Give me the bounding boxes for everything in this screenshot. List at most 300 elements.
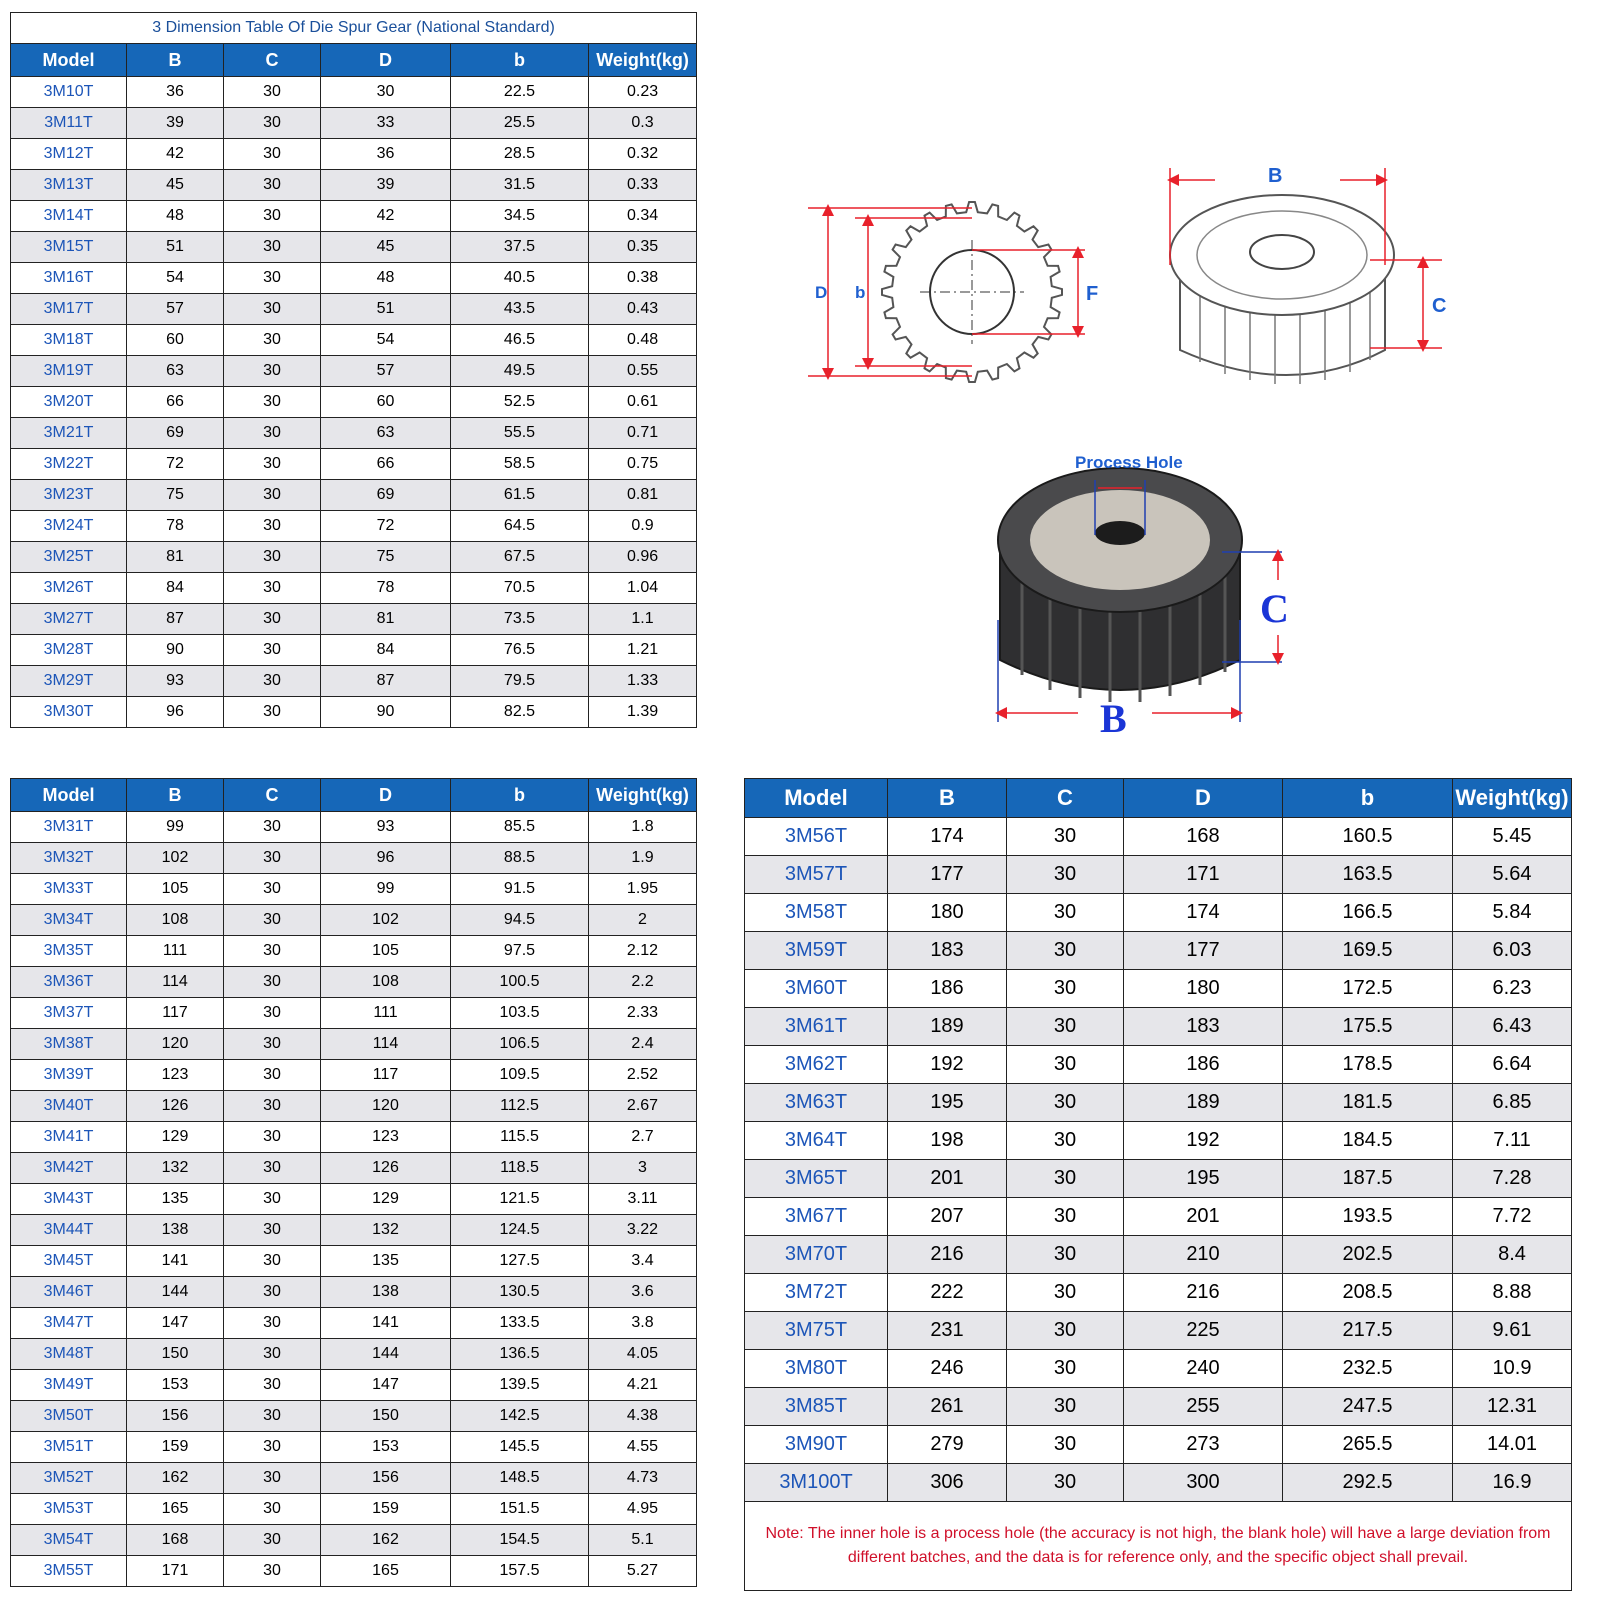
column-header-d: D <box>1124 779 1283 818</box>
value-cell: 30 <box>1007 1084 1124 1122</box>
table-row <box>11 201 697 232</box>
process-hole-opening <box>1095 521 1145 545</box>
value-cell: 148.5 <box>451 1463 589 1494</box>
value-cell: 186 <box>1124 1046 1283 1084</box>
value-cell: 207 <box>888 1198 1007 1236</box>
value-cell: 6.03 <box>1453 932 1572 970</box>
model-cell: 3M62T <box>745 1046 888 1084</box>
value-cell: 30 <box>224 1370 321 1401</box>
value-cell: 30 <box>1007 1198 1124 1236</box>
table-row <box>11 1339 697 1370</box>
note-row <box>745 1502 1572 1591</box>
table-row <box>11 449 697 480</box>
model-cell: 3M11T <box>11 108 127 139</box>
table-row <box>745 1122 1572 1160</box>
model-cell: 3M60T <box>745 970 888 1008</box>
value-cell: 3.6 <box>589 1277 697 1308</box>
value-cell: 88.5 <box>451 843 589 874</box>
value-cell: 111 <box>321 998 451 1029</box>
model-cell: 3M53T <box>11 1494 127 1525</box>
table-row <box>745 1350 1572 1388</box>
value-cell: 1.95 <box>589 874 697 905</box>
model-cell: 3M41T <box>11 1122 127 1153</box>
table-row <box>11 108 697 139</box>
value-cell: 186 <box>888 970 1007 1008</box>
value-cell: 4.38 <box>589 1401 697 1432</box>
value-cell: 180 <box>888 894 1007 932</box>
value-cell: 198 <box>888 1122 1007 1160</box>
value-cell: 76.5 <box>451 635 589 666</box>
value-cell: 30 <box>224 1277 321 1308</box>
model-cell: 3M65T <box>745 1160 888 1198</box>
table-row <box>11 170 697 201</box>
value-cell: 90 <box>321 697 451 728</box>
model-cell: 3M22T <box>11 449 127 480</box>
value-cell: 30 <box>224 998 321 1029</box>
value-cell: 117 <box>321 1060 451 1091</box>
value-cell: 160.5 <box>1283 818 1453 856</box>
value-cell: 175.5 <box>1283 1008 1453 1046</box>
table-row <box>11 874 697 905</box>
value-cell: 114 <box>127 967 224 998</box>
gear-isometric-view <box>1170 195 1394 384</box>
value-cell: 139.5 <box>451 1370 589 1401</box>
value-cell: 4.73 <box>589 1463 697 1494</box>
model-cell: 3M24T <box>11 511 127 542</box>
model-cell: 3M28T <box>11 635 127 666</box>
value-cell: 10.9 <box>1453 1350 1572 1388</box>
table-row <box>11 1308 697 1339</box>
value-cell: 129 <box>321 1184 451 1215</box>
table-3-body <box>745 779 1572 1591</box>
value-cell: 150 <box>321 1401 451 1432</box>
value-cell: 85.5 <box>451 812 589 843</box>
value-cell: 1.33 <box>589 666 697 697</box>
value-cell: 108 <box>127 905 224 936</box>
value-cell: 30 <box>224 874 321 905</box>
value-cell: 30 <box>224 1556 321 1587</box>
value-cell: 0.35 <box>589 232 697 263</box>
value-cell: 117 <box>127 998 224 1029</box>
value-cell: 150 <box>127 1339 224 1370</box>
value-cell: 36 <box>321 139 451 170</box>
model-cell: 3M12T <box>11 139 127 170</box>
value-cell: 66 <box>321 449 451 480</box>
table-row <box>745 818 1572 856</box>
value-cell: 30 <box>224 170 321 201</box>
value-cell: 106.5 <box>451 1029 589 1060</box>
value-cell: 123 <box>127 1060 224 1091</box>
table-row <box>11 542 697 573</box>
value-cell: 60 <box>321 387 451 418</box>
value-cell: 0.34 <box>589 201 697 232</box>
value-cell: 102 <box>127 843 224 874</box>
column-header-weightkg: Weight(kg) <box>589 44 697 77</box>
value-cell: 100.5 <box>451 967 589 998</box>
value-cell: 2.67 <box>589 1091 697 1122</box>
value-cell: 28.5 <box>451 139 589 170</box>
table-row <box>11 812 697 843</box>
model-cell: 3M29T <box>11 666 127 697</box>
value-cell: 54 <box>321 325 451 356</box>
value-cell: 1.39 <box>589 697 697 728</box>
model-cell: 3M64T <box>745 1122 888 1160</box>
value-cell: 30 <box>1007 1122 1124 1160</box>
table-row <box>11 1401 697 1432</box>
value-cell: 193.5 <box>1283 1198 1453 1236</box>
value-cell: 184.5 <box>1283 1122 1453 1160</box>
column-header-model: Model <box>11 779 127 812</box>
value-cell: 132 <box>321 1215 451 1246</box>
value-cell: 6.64 <box>1453 1046 1572 1084</box>
model-cell: 3M14T <box>11 201 127 232</box>
model-cell: 3M100T <box>745 1464 888 1502</box>
gear-front-view <box>882 202 1062 382</box>
table-row <box>745 1236 1572 1274</box>
model-cell: 3M67T <box>745 1198 888 1236</box>
value-cell: 120 <box>321 1091 451 1122</box>
value-cell: 130.5 <box>451 1277 589 1308</box>
value-cell: 78 <box>127 511 224 542</box>
column-header-d: D <box>321 44 451 77</box>
value-cell: 1.1 <box>589 604 697 635</box>
table-row <box>11 480 697 511</box>
value-cell: 4.95 <box>589 1494 697 1525</box>
value-cell: 159 <box>127 1432 224 1463</box>
value-cell: 66 <box>127 387 224 418</box>
value-cell: 6.43 <box>1453 1008 1572 1046</box>
model-cell: 3M80T <box>745 1350 888 1388</box>
value-cell: 30 <box>224 573 321 604</box>
model-cell: 3M56T <box>745 818 888 856</box>
value-cell: 1.9 <box>589 843 697 874</box>
value-cell: 105 <box>321 936 451 967</box>
value-cell: 37.5 <box>451 232 589 263</box>
value-cell: 0.38 <box>589 263 697 294</box>
model-cell: 3M51T <box>11 1432 127 1463</box>
value-cell: 30 <box>224 936 321 967</box>
gear-photo <box>998 468 1242 702</box>
table-row <box>745 1388 1572 1426</box>
value-cell: 63 <box>127 356 224 387</box>
value-cell: 126 <box>321 1153 451 1184</box>
value-cell: 72 <box>127 449 224 480</box>
table-row <box>11 1060 697 1091</box>
value-cell: 156 <box>321 1463 451 1494</box>
table-row <box>11 1184 697 1215</box>
value-cell: 195 <box>1124 1160 1283 1198</box>
model-cell: 3M63T <box>745 1084 888 1122</box>
value-cell: 118.5 <box>451 1153 589 1184</box>
value-cell: 94.5 <box>451 905 589 936</box>
value-cell: 75 <box>127 480 224 511</box>
value-cell: 78 <box>321 573 451 604</box>
value-cell: 8.88 <box>1453 1274 1572 1312</box>
value-cell: 217.5 <box>1283 1312 1453 1350</box>
value-cell: 30 <box>224 1215 321 1246</box>
value-cell: 183 <box>1124 1008 1283 1046</box>
value-cell: 1.04 <box>589 573 697 604</box>
table-row <box>745 1274 1572 1312</box>
value-cell: 87 <box>127 604 224 635</box>
value-cell: 84 <box>127 573 224 604</box>
table-1-body <box>11 13 697 728</box>
value-cell: 67.5 <box>451 542 589 573</box>
value-cell: 51 <box>127 232 224 263</box>
value-cell: 9.61 <box>1453 1312 1572 1350</box>
value-cell: 30 <box>224 1091 321 1122</box>
value-cell: 45 <box>321 232 451 263</box>
value-cell: 153 <box>127 1370 224 1401</box>
value-cell: 126 <box>127 1091 224 1122</box>
model-cell: 3M58T <box>745 894 888 932</box>
value-cell: 147 <box>321 1370 451 1401</box>
value-cell: 2.12 <box>589 936 697 967</box>
value-cell: 0.96 <box>589 542 697 573</box>
table-row <box>11 666 697 697</box>
value-cell: 69 <box>127 418 224 449</box>
value-cell: 93 <box>321 812 451 843</box>
value-cell: 247.5 <box>1283 1388 1453 1426</box>
table-row <box>11 843 697 874</box>
value-cell: 7.11 <box>1453 1122 1572 1160</box>
value-cell: 174 <box>888 818 1007 856</box>
value-cell: 166.5 <box>1283 894 1453 932</box>
dim-label-F: F <box>1086 283 1099 305</box>
table-row <box>11 1463 697 1494</box>
value-cell: 87 <box>321 666 451 697</box>
value-cell: 57 <box>321 356 451 387</box>
value-cell: 151.5 <box>451 1494 589 1525</box>
value-cell: 3 <box>589 1153 697 1184</box>
model-cell: 3M61T <box>745 1008 888 1046</box>
value-cell: 3.8 <box>589 1308 697 1339</box>
model-cell: 3M17T <box>11 294 127 325</box>
value-cell: 5.27 <box>589 1556 697 1587</box>
value-cell: 30 <box>224 967 321 998</box>
value-cell: 208.5 <box>1283 1274 1453 1312</box>
dim-label-C: C <box>1432 295 1447 317</box>
value-cell: 69 <box>321 480 451 511</box>
model-cell: 3M42T <box>11 1153 127 1184</box>
value-cell: 3.4 <box>589 1246 697 1277</box>
value-cell: 30 <box>1007 1312 1124 1350</box>
value-cell: 8.4 <box>1453 1236 1572 1274</box>
table-row <box>11 356 697 387</box>
value-cell: 168 <box>1124 818 1283 856</box>
model-cell: 3M49T <box>11 1370 127 1401</box>
value-cell: 165 <box>127 1494 224 1525</box>
model-cell: 3M72T <box>745 1274 888 1312</box>
dimension-table-2 <box>10 778 697 1587</box>
value-cell: 30 <box>224 1153 321 1184</box>
model-cell: 3M75T <box>745 1312 888 1350</box>
value-cell: 34.5 <box>451 201 589 232</box>
value-cell: 5.45 <box>1453 818 1572 856</box>
table-header-row <box>11 44 697 77</box>
value-cell: 132 <box>127 1153 224 1184</box>
value-cell: 30 <box>224 843 321 874</box>
value-cell: 22.5 <box>451 77 589 108</box>
value-cell: 51 <box>321 294 451 325</box>
model-cell: 3M48T <box>11 1339 127 1370</box>
value-cell: 7.28 <box>1453 1160 1572 1198</box>
value-cell: 135 <box>127 1184 224 1215</box>
value-cell: 45 <box>127 170 224 201</box>
model-cell: 3M36T <box>11 967 127 998</box>
value-cell: 183 <box>888 932 1007 970</box>
table-row <box>11 573 697 604</box>
dimension-table-1 <box>10 12 697 728</box>
value-cell: 63 <box>321 418 451 449</box>
value-cell: 222 <box>888 1274 1007 1312</box>
value-cell: 40.5 <box>451 263 589 294</box>
value-cell: 0.55 <box>589 356 697 387</box>
value-cell: 181.5 <box>1283 1084 1453 1122</box>
table-row <box>11 1246 697 1277</box>
value-cell: 84 <box>321 635 451 666</box>
model-cell: 3M19T <box>11 356 127 387</box>
model-cell: 3M57T <box>745 856 888 894</box>
value-cell: 57 <box>127 294 224 325</box>
table-row <box>11 697 697 728</box>
value-cell: 30 <box>224 325 321 356</box>
value-cell: 255 <box>1124 1388 1283 1426</box>
table-header-row <box>11 779 697 812</box>
value-cell: 5.1 <box>589 1525 697 1556</box>
value-cell: 30 <box>224 1060 321 1091</box>
value-cell: 145.5 <box>451 1432 589 1463</box>
table-row <box>745 932 1572 970</box>
value-cell: 0.9 <box>589 511 697 542</box>
table-row <box>11 1122 697 1153</box>
table-row <box>11 418 697 449</box>
model-cell: 3M21T <box>11 418 127 449</box>
model-cell: 3M40T <box>11 1091 127 1122</box>
value-cell: 31.5 <box>451 170 589 201</box>
value-cell: 64.5 <box>451 511 589 542</box>
value-cell: 114 <box>321 1029 451 1060</box>
value-cell: 123 <box>321 1122 451 1153</box>
model-cell: 3M39T <box>11 1060 127 1091</box>
value-cell: 30 <box>224 1184 321 1215</box>
column-header-b: b <box>451 779 589 812</box>
model-cell: 3M20T <box>11 387 127 418</box>
column-header-b: B <box>888 779 1007 818</box>
value-cell: 3.11 <box>589 1184 697 1215</box>
model-cell: 3M15T <box>11 232 127 263</box>
value-cell: 0.61 <box>589 387 697 418</box>
value-cell: 0.33 <box>589 170 697 201</box>
value-cell: 96 <box>127 697 224 728</box>
column-header-c: C <box>224 44 321 77</box>
value-cell: 39 <box>127 108 224 139</box>
value-cell: 46.5 <box>451 325 589 356</box>
table-row <box>745 1464 1572 1502</box>
table-row <box>11 1432 697 1463</box>
column-header-weightkg: Weight(kg) <box>1453 779 1572 818</box>
value-cell: 138 <box>127 1215 224 1246</box>
value-cell: 157.5 <box>451 1556 589 1587</box>
value-cell: 246 <box>888 1350 1007 1388</box>
value-cell: 25.5 <box>451 108 589 139</box>
value-cell: 0.43 <box>589 294 697 325</box>
value-cell: 30 <box>224 232 321 263</box>
value-cell: 202.5 <box>1283 1236 1453 1274</box>
table-row <box>11 232 697 263</box>
value-cell: 2 <box>589 905 697 936</box>
value-cell: 171 <box>127 1556 224 1587</box>
value-cell: 30 <box>224 1029 321 1060</box>
value-cell: 30 <box>224 1122 321 1153</box>
value-cell: 55.5 <box>451 418 589 449</box>
value-cell: 135 <box>321 1246 451 1277</box>
model-cell: 3M37T <box>11 998 127 1029</box>
value-cell: 43.5 <box>451 294 589 325</box>
value-cell: 162 <box>321 1525 451 1556</box>
note-text: Note: The inner hole is a process hole (the accuracy is not high, the blank hole) will have a large deviation from different batches, and the data is for reference only, and the specific object shall prevail. <box>745 1502 1572 1591</box>
value-cell: 171 <box>1124 856 1283 894</box>
dim-label-B: B <box>1268 165 1283 187</box>
value-cell: 42 <box>321 201 451 232</box>
table-row <box>11 1215 697 1246</box>
value-cell: 1.8 <box>589 812 697 843</box>
value-cell: 192 <box>1124 1122 1283 1160</box>
value-cell: 120 <box>127 1029 224 1060</box>
value-cell: 138 <box>321 1277 451 1308</box>
column-header-weightkg: Weight(kg) <box>589 779 697 812</box>
table-row <box>11 998 697 1029</box>
value-cell: 189 <box>888 1008 1007 1046</box>
table-row <box>745 856 1572 894</box>
value-cell: 121.5 <box>451 1184 589 1215</box>
value-cell: 30 <box>224 480 321 511</box>
value-cell: 172.5 <box>1283 970 1453 1008</box>
value-cell: 159 <box>321 1494 451 1525</box>
model-cell: 3M33T <box>11 874 127 905</box>
table-row <box>745 1160 1572 1198</box>
value-cell: 265.5 <box>1283 1426 1453 1464</box>
value-cell: 136.5 <box>451 1339 589 1370</box>
table-row <box>11 294 697 325</box>
column-header-b: B <box>127 44 224 77</box>
value-cell: 30 <box>224 294 321 325</box>
value-cell: 82.5 <box>451 697 589 728</box>
table-row <box>745 970 1572 1008</box>
model-cell: 3M59T <box>745 932 888 970</box>
value-cell: 30 <box>1007 1426 1124 1464</box>
value-cell: 105 <box>127 874 224 905</box>
value-cell: 147 <box>127 1308 224 1339</box>
value-cell: 30 <box>224 1246 321 1277</box>
value-cell: 165 <box>321 1556 451 1587</box>
table-header-row <box>745 779 1572 818</box>
table-row <box>11 1370 697 1401</box>
model-cell: 3M45T <box>11 1246 127 1277</box>
value-cell: 30 <box>1007 932 1124 970</box>
value-cell: 4.05 <box>589 1339 697 1370</box>
table-row <box>11 1494 697 1525</box>
bore-ellipse <box>1250 235 1314 269</box>
value-cell: 81 <box>321 604 451 635</box>
value-cell: 109.5 <box>451 1060 589 1091</box>
value-cell: 30 <box>224 77 321 108</box>
value-cell: 0.71 <box>589 418 697 449</box>
value-cell: 90 <box>127 635 224 666</box>
model-cell: 3M23T <box>11 480 127 511</box>
model-cell: 3M55T <box>11 1556 127 1587</box>
column-header-c: C <box>224 779 321 812</box>
